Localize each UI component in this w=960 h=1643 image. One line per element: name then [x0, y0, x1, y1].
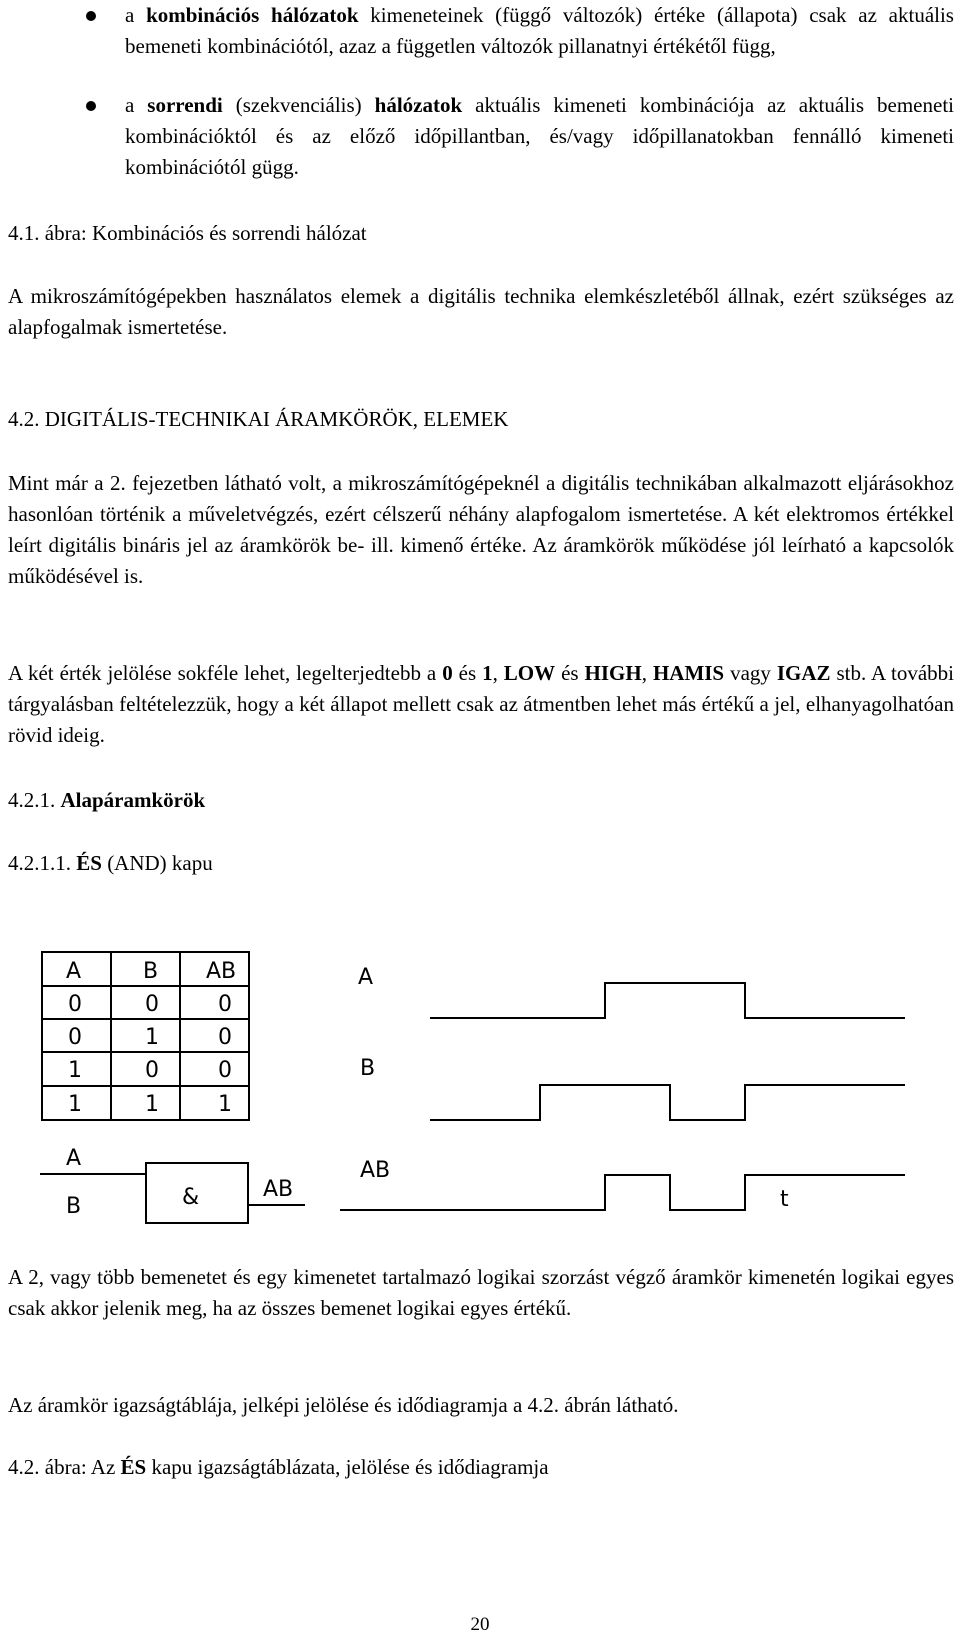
truth-table-cell: 1 [145, 1025, 159, 1050]
gate-input-b-label: B [66, 1194, 82, 1219]
gate-symbol-ampersand: & [182, 1185, 200, 1210]
timing-label-a: A [358, 965, 374, 990]
paragraph-logic-values: A két érték jelölése sokféle lehet, legelterjedtebb a 0 és 1, LOW és HIGH, HAMIS vagy IGAZ stb. A további tárgyalásban feltételezzük, hogy a két állapot mellett csak az átmentben lehet más értékű a jel, elhanyagolhatóan rövid ideig. [8, 661, 954, 747]
truth-table-header-ab: AB [206, 959, 237, 984]
timing-label-b: B [360, 1056, 376, 1081]
bullet-dot [86, 11, 96, 21]
section-heading: 4.2. DIGITÁLIS-TECHNIKAI ÁRAMKÖRÖK, ELEMEK [8, 407, 509, 431]
timing-diagram [340, 965, 905, 1212]
truth-table-cell: 1 [68, 1092, 82, 1117]
truth-table-cell: 0 [68, 992, 82, 1017]
figure-caption: 4.1. ábra: Kombinációs és sorrendi hálózat [8, 221, 367, 245]
truth-table-cell: 0 [68, 1025, 82, 1050]
paragraph-intro: A mikroszámítógépekben használatos elemek a digitális technika elemkészletéből állnak, ezért szükséges az alapfogalmak ismertetése. [8, 284, 954, 339]
signal-a-waveform [430, 983, 905, 1018]
truth-table-cell: 1 [145, 1092, 159, 1117]
signal-b-waveform [430, 1085, 905, 1120]
timing-time-axis-label: t [780, 1187, 789, 1212]
bullet-item-sequential: a sorrendi (szekvenciális) hálózatok aktuális kimeneti kombinációja az aktuális bemeneti kombinációktól és az előző időpillantban, és/vagy időpillanatokban fennálló kimeneti kombinációtól gügg. [125, 93, 954, 179]
page-number: 20 [470, 1614, 490, 1635]
gate-output-label: AB [263, 1177, 294, 1202]
figure-caption-and-gate: 4.2. ábra: Az ÉS kapu igazságtáblázata, jelölése és idődiagramja [8, 1455, 549, 1479]
paragraph-digital-basics: Mint már a 2. fejezetben látható volt, a mikroszámítógépeknél a digitális technikában alkalmazott eljárásokhoz hasonlóan történik a műveletvégzés, ezért célszerű néhány alapfogalom ismertetése. A két elektromos értékkel leírt digitális bináris jel az áramkörök be- ill. kimenő értéke. Az áramkörök működése jól leírható a kapcsolók működésével is. [8, 471, 954, 588]
truth-table-header-b: B [143, 959, 159, 984]
signal-ab-waveform [340, 1175, 905, 1210]
truth-table-cell: 0 [145, 1058, 159, 1083]
subsubsection-heading: 4.2.1.1. ÉS (AND) kapu [8, 851, 213, 875]
truth-table-cell: 0 [145, 992, 159, 1017]
truth-table [42, 952, 249, 1120]
truth-table-cell: 1 [218, 1092, 232, 1117]
timing-label-ab: AB [360, 1158, 391, 1183]
paragraph-figure-reference: Az áramkör igazságtáblája, jelképi jelölése és idődiagramja a 4.2. ábrán látható. [8, 1393, 679, 1417]
and-gate-symbol [40, 1146, 305, 1223]
truth-table-cell: 1 [68, 1058, 82, 1083]
gate-input-a-label: A [66, 1146, 82, 1171]
truth-table-cell: 0 [218, 1058, 232, 1083]
truth-table-cell: 0 [218, 1025, 232, 1050]
bullet-item-combinational: a kombinációs hálózatok kimeneteinek (függő változók) értéke (állapota) csak az aktuális bemeneti kombinációtól, azaz a független változók pillanatnyi értékétől függ, [125, 3, 954, 58]
paragraph-and-definition: A 2, vagy több bemenetet és egy kimenetet tartalmazó logikai szorzást végző áramkör kimenetén logikai egyes csak akkor jelenik meg, ha az összes bemenet logikai egyes értékű. [8, 1265, 954, 1320]
subsection-heading: 4.2.1. Alapáramkörök [8, 788, 206, 812]
truth-table-header-a: A [66, 959, 82, 984]
bullet-dot [86, 101, 96, 111]
truth-table-cell: 0 [218, 992, 232, 1017]
